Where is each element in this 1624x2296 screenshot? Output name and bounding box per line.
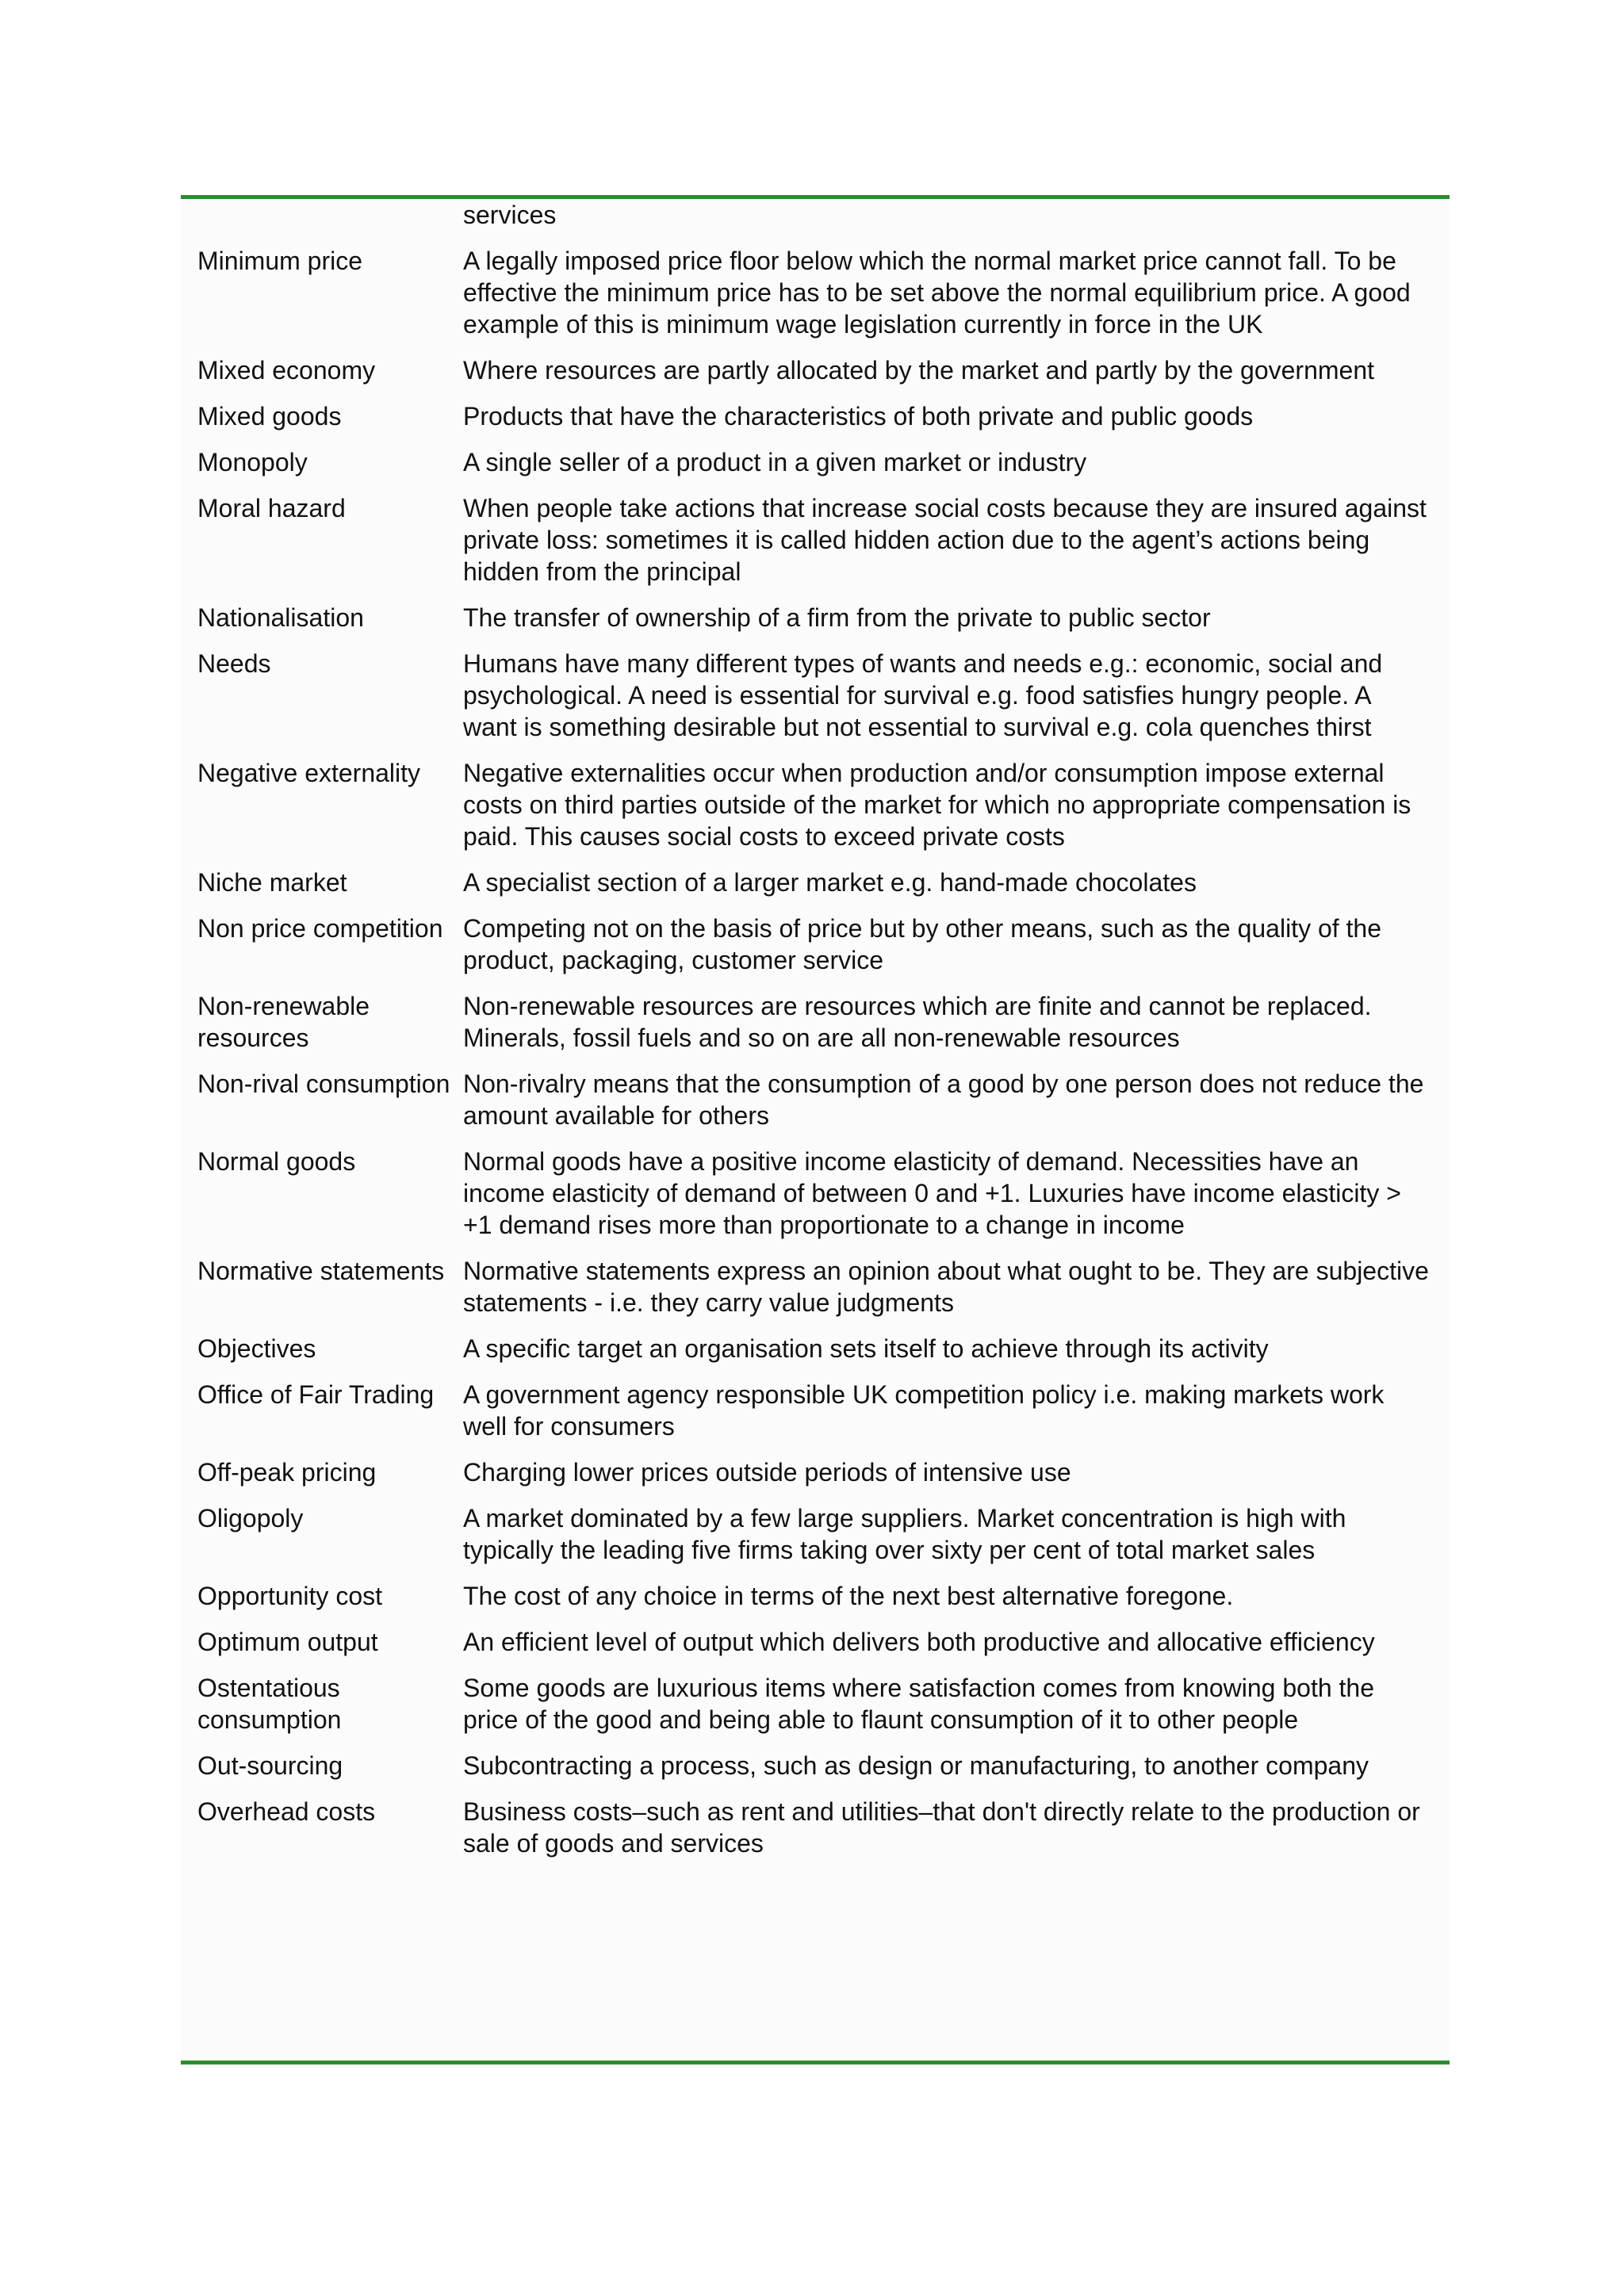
glossary-definition: Where resources are partly allocated by the market and partly by the government [463, 356, 1375, 385]
glossary-row [181, 990, 1450, 1068]
glossary-term: Normative statements [197, 1257, 445, 1285]
glossary-definition: Normative statements express an opinion about what ought to be. They are subjective statements - i.e. they carry value judgments [463, 1257, 1429, 1317]
glossary-row [181, 1255, 1450, 1333]
glossary-row [181, 913, 1450, 990]
glossary-row [181, 757, 1450, 867]
glossary-row [181, 867, 1450, 913]
glossary-term: Objectives [197, 1334, 316, 1363]
glossary-row [181, 1580, 1450, 1626]
glossary-term: Monopoly [197, 448, 308, 476]
bottom-green-rule [181, 2061, 1450, 2064]
glossary-term: Opportunity cost [197, 1582, 382, 1610]
glossary-row [181, 1456, 1450, 1502]
glossary-continuation-row [181, 199, 1450, 245]
glossary-row [181, 1379, 1450, 1456]
glossary-definition: The transfer of ownership of a firm from the private to public sector [463, 603, 1211, 632]
glossary-term: Negative externality [197, 759, 421, 787]
glossary-row [181, 648, 1450, 757]
glossary-row [181, 1068, 1450, 1146]
glossary-definition: A market dominated by a few large suppliers. Market concentration is high with typically the leading five firms taking over sixty per cent of total market sales [463, 1504, 1346, 1564]
glossary-definition: Some goods are luxurious items where satisfaction comes from knowing both the price of the good and being able to flaunt consumption of it to other people [463, 1674, 1374, 1734]
glossary-term: Ostentatious consumption [197, 1674, 342, 1734]
glossary-term: Overhead costs [197, 1797, 376, 1826]
glossary-definition: Non-rivalry means that the consumption of a good by one person does not reduce the amount available for others [463, 1070, 1424, 1130]
glossary-definition: A specialist section of a larger market e.g. hand-made chocolates [463, 868, 1197, 897]
glossary-row [181, 602, 1450, 648]
glossary-definition: A single seller of a product in a given market or industry [463, 448, 1087, 476]
glossary-definition: A legally imposed price floor below which the normal market price cannot fall. To be effective the minimum price has to be set above the normal equilibrium price. A good example of this is minimum wage legislation currently in force in the UK [463, 247, 1411, 339]
glossary-row [181, 1796, 1450, 1873]
glossary-definition: services [463, 201, 557, 229]
glossary-term: Mixed economy [197, 356, 376, 385]
glossary-term: Niche market [197, 868, 347, 897]
glossary-definition: Subcontracting a process, such as design or manufacturing, to another company [463, 1751, 1369, 1780]
glossary-definition: Business costs–such as rent and utilities–that don't directly relate to the production or sale of goods and services [463, 1797, 1420, 1858]
glossary-term: Nationalisation [197, 603, 364, 632]
glossary-definition: A specific target an organisation sets itself to achieve through its activity [463, 1334, 1269, 1363]
glossary-row [181, 245, 1450, 354]
glossary-term: Mixed goods [197, 402, 342, 430]
glossary-definition: When people take actions that increase social costs because they are insured against private loss: sometimes it is called hidden action due to the agent’s actions being hidden from the principal [463, 494, 1427, 586]
glossary-row [181, 1750, 1450, 1796]
glossary-term: Needs [197, 649, 271, 678]
glossary-definition: Negative externalities occur when production and/or consumption impose external costs on third parties outside of the market for which no appropriate compensation is paid. This causes social costs to exceed private costs [463, 759, 1411, 851]
glossary-definition: Charging lower prices outside periods of intensive use [463, 1458, 1071, 1487]
glossary-term: Oligopoly [197, 1504, 304, 1533]
glossary-row [181, 492, 1450, 602]
glossary-term: Out-sourcing [197, 1751, 343, 1780]
glossary-definition: Non-renewable resources are resources which are finite and cannot be replaced. Minerals, fossil fuels and so on are all non-renewable resources [463, 992, 1372, 1052]
glossary-row [181, 1502, 1450, 1580]
glossary-definition: Competing not on the basis of price but by other means, such as the quality of the product, packaging, customer service [463, 914, 1382, 974]
glossary-row [181, 1672, 1450, 1750]
glossary-term: Non-renewable resources [197, 992, 370, 1052]
glossary-row [181, 446, 1450, 492]
glossary-row [181, 1146, 1450, 1255]
glossary-term: Normal goods [197, 1147, 356, 1176]
glossary-term: Non price competition [197, 914, 443, 943]
glossary-term: Moral hazard [197, 494, 346, 522]
glossary-row [181, 1626, 1450, 1672]
glossary-term: Office of Fair Trading [197, 1380, 435, 1409]
glossary-definition: Products that have the characteristics of both private and public goods [463, 402, 1254, 430]
glossary-definition: The cost of any choice in terms of the next best alternative foregone. [463, 1582, 1234, 1610]
glossary-term: Optimum output [197, 1628, 378, 1656]
glossary-definition: Normal goods have a positive income elasticity of demand. Necessities have an income elasticity of demand of between 0 and +1. Luxuries have income elasticity > +1 demand rises more than proportionate to a change in income [463, 1147, 1401, 1239]
glossary-definition: A government agency responsible UK competition policy i.e. making markets work well for consumers [463, 1380, 1385, 1441]
glossary-term: Off-peak pricing [197, 1458, 377, 1487]
glossary-definition: An efficient level of output which delivers both productive and allocative efficiency [463, 1628, 1375, 1656]
glossary-row [181, 1333, 1450, 1379]
glossary-term: Minimum price [197, 247, 363, 275]
glossary-row [181, 400, 1450, 446]
glossary-table [181, 199, 1450, 2061]
glossary-definition: Humans have many different types of wants and needs e.g.: economic, social and psychological. A need is essential for survival e.g. food satisfies hungry people. A want is something desirable but not essential to survival e.g. cola quenches thirst [463, 649, 1383, 741]
glossary-row [181, 354, 1450, 400]
glossary-term: Non-rival consumption [197, 1070, 450, 1098]
